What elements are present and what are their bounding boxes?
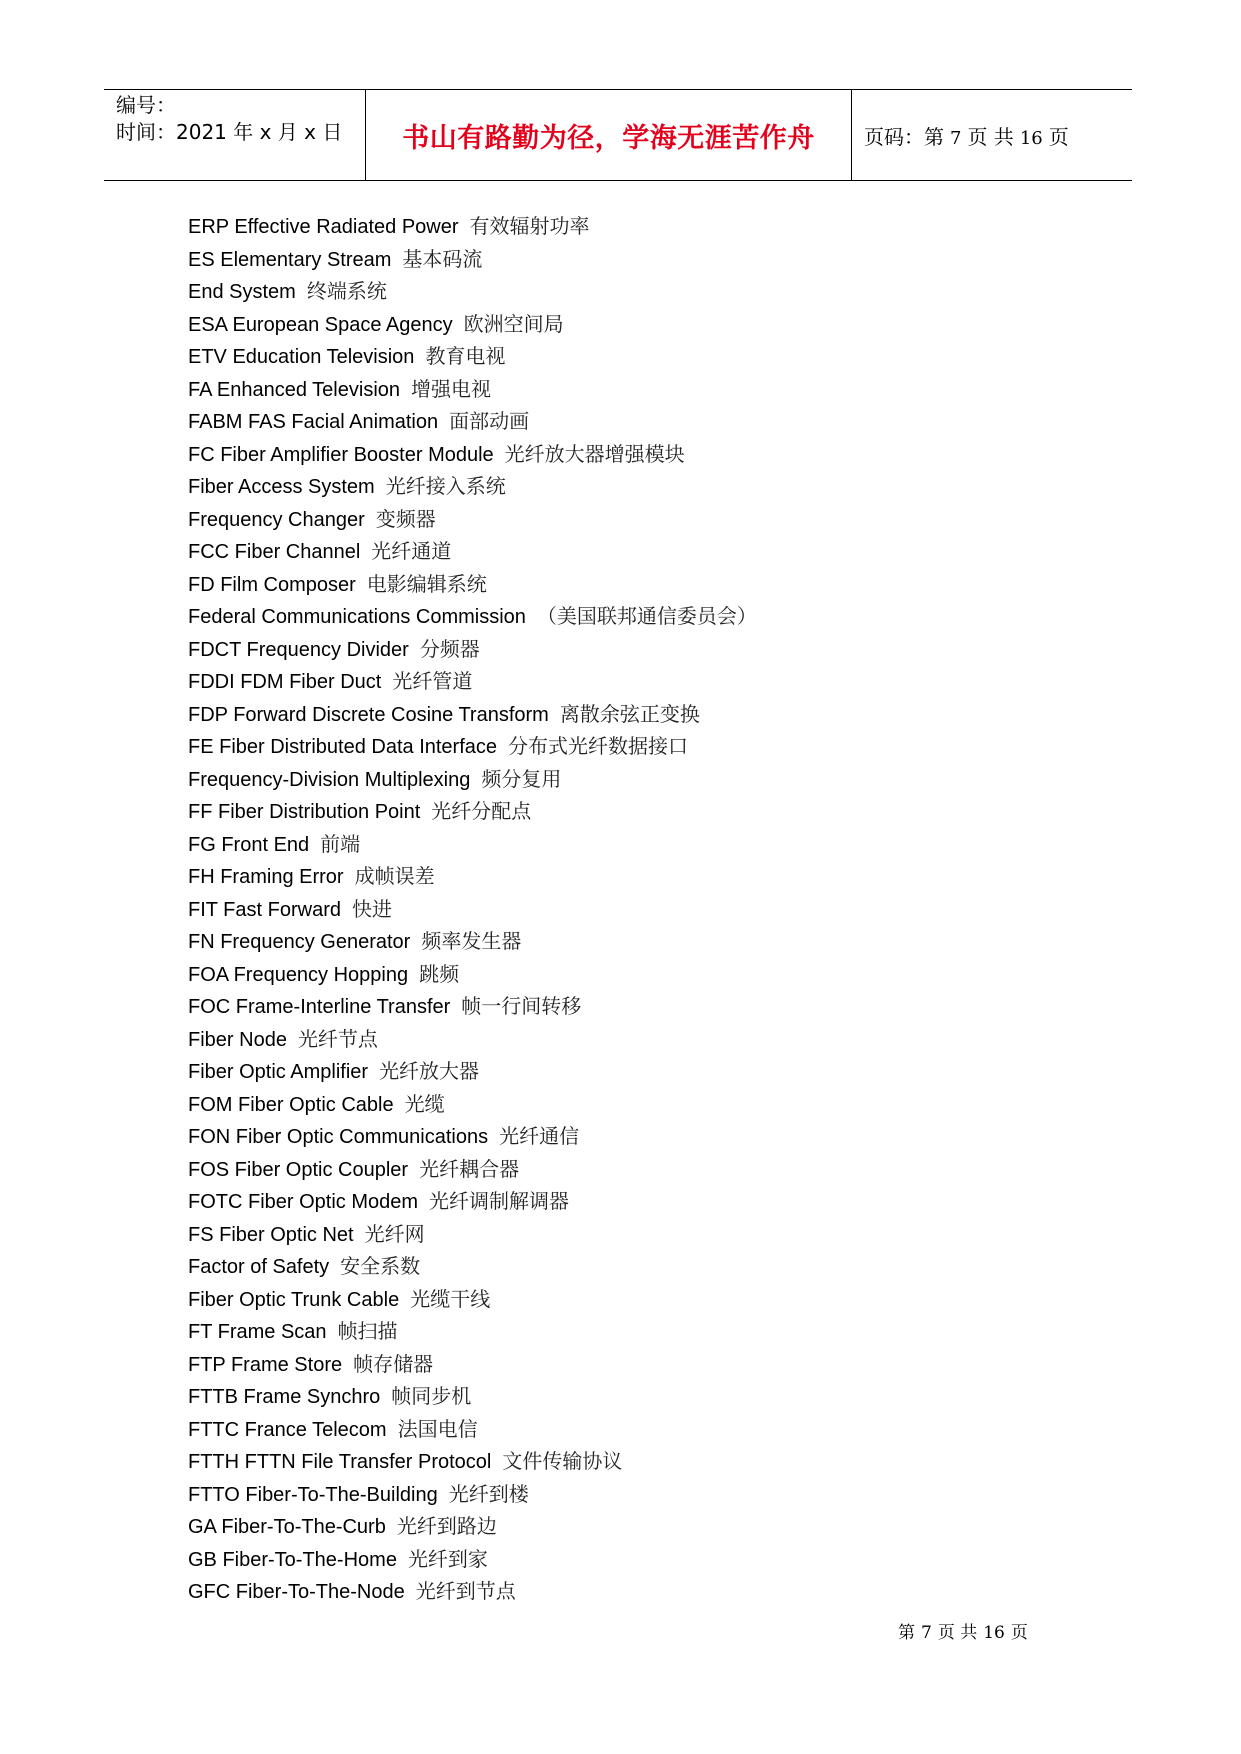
entry-translation: 跳频 (419, 961, 460, 986)
glossary-entry (188, 860, 757, 893)
entry-translation: 光纤放大器 (379, 1059, 480, 1083)
glossary-entry (188, 828, 757, 861)
entry-translation: 安全系数 (340, 1254, 421, 1278)
entry-term: FD Film Composer (188, 573, 356, 596)
entry-translation: 光纤节点 (297, 1026, 378, 1051)
glossary-entry (188, 1315, 757, 1348)
entry-term: ETV Education Television (188, 346, 415, 368)
entry-translation: 光纤放大器增强模块 (504, 441, 685, 466)
entry-term: Fiber Node (188, 1028, 287, 1051)
glossary-entry (188, 405, 757, 438)
glossary-entry (188, 438, 757, 471)
entry-translation: 增强电视 (411, 376, 492, 401)
entry-translation: 前端 (320, 831, 361, 856)
glossary-entry (188, 1120, 757, 1153)
entry-term: FDP Forward Discrete Cosine Transform (188, 703, 549, 726)
entry-translation: 成帧误差 (354, 864, 435, 888)
entry-term: FTTH FTTN File Transfer Protocol (188, 1451, 492, 1473)
glossary-entry (188, 1153, 757, 1186)
entry-term: Frequency Changer (188, 508, 365, 531)
entry-term: ESA European Space Agency (188, 313, 453, 336)
entry-term: FON Fiber Optic Communications (188, 1126, 489, 1148)
entry-translation: 分布式光纤数据接口 (508, 734, 689, 758)
entry-translation: 帧扫描 (337, 1319, 398, 1343)
entry-term: Federal Communications Commission (188, 606, 526, 628)
document-number-label: 编号： (116, 93, 176, 117)
entry-term: FN Frequency Generator (188, 931, 411, 953)
entry-term: FOC Frame-Interline Transfer (188, 996, 451, 1018)
entry-translation: 帧同步机 (391, 1384, 472, 1408)
entry-term: FTTC France Telecom (188, 1418, 387, 1441)
glossary-entry (188, 1543, 757, 1576)
entry-translation: 分频器 (419, 636, 480, 661)
entry-term: FIT Fast Forward (188, 898, 341, 921)
entry-translation: 光纤通信 (499, 1124, 580, 1148)
glossary-entry (188, 1348, 757, 1381)
entry-term: FT Frame Scan (188, 1321, 327, 1343)
entry-term: ERP Effective Radiated Power (188, 216, 459, 238)
glossary-entry (188, 795, 757, 828)
header-page-code (864, 121, 1069, 150)
entry-translation: 有效辐射功率 (469, 214, 590, 238)
page-code-mid: 页 共 (967, 124, 1014, 149)
entry-term: FA Enhanced Television (188, 378, 401, 401)
glossary-entry (188, 1055, 757, 1088)
glossary-entry (188, 600, 757, 633)
glossary-entry (188, 893, 757, 926)
glossary-entry (188, 730, 757, 763)
entry-translation: 电影编辑系统 (366, 571, 487, 596)
glossary-entry (188, 698, 757, 731)
entry-term: Fiber Access System (188, 476, 375, 498)
entry-term: FTP Frame Store (188, 1353, 343, 1376)
footer-total-pages: 16 (983, 1623, 1005, 1643)
page-header (104, 89, 1132, 181)
entry-translation: 光纤管道 (392, 669, 473, 693)
entry-translation: 光缆 (404, 1091, 445, 1116)
entry-term: FS Fiber Optic Net (188, 1223, 354, 1246)
entry-translation: 面部动画 (449, 409, 530, 433)
glossary-entry (188, 243, 757, 276)
page-code-end: 页 (1048, 124, 1069, 149)
entry-translation: 光缆干线 (410, 1286, 491, 1311)
glossary-entry (188, 275, 757, 308)
glossary-entry (188, 1478, 757, 1511)
glossary-entry (188, 958, 757, 991)
page-code-label: 页码：第 (864, 124, 944, 149)
page-code-number: 7 (950, 127, 962, 149)
entry-term: FOM Fiber Optic Cable (188, 1093, 394, 1116)
header-motto-cell (366, 90, 852, 180)
glossary-entry (188, 535, 757, 568)
entry-translation: 频分复用 (481, 766, 562, 791)
glossary-entry (188, 568, 757, 601)
entry-translation: 光纤分配点 (431, 799, 532, 823)
entry-translation: 帧存储器 (353, 1351, 434, 1376)
glossary-entry (188, 373, 757, 406)
entry-translation: 帧一行间转移 (461, 994, 582, 1018)
entry-translation: 基本码流 (402, 246, 483, 271)
entry-translation: 光纤耦合器 (419, 1156, 520, 1181)
glossary-entry (188, 210, 757, 243)
entry-term: GFC Fiber-To-The-Node (188, 1581, 405, 1603)
page-code-total: 16 (1019, 127, 1043, 149)
entry-term: GA Fiber-To-The-Curb (188, 1516, 386, 1538)
glossary-entry (188, 1283, 757, 1316)
entry-term: FE Fiber Distributed Data Interface (188, 736, 498, 758)
footer-page-number: 7 (921, 1623, 932, 1643)
entry-translation: 快进 (352, 896, 392, 921)
entry-term: FF Fiber Distribution Point (188, 801, 421, 823)
page-footer (898, 1618, 1034, 1643)
glossary-entry (188, 990, 757, 1023)
entry-translation: 欧洲空间局 (463, 311, 564, 336)
entry-term: FOA Frequency Hopping (188, 963, 409, 986)
glossary-entry (188, 1413, 757, 1446)
entry-term: FOTC Fiber Optic Modem (188, 1191, 419, 1213)
glossary-entry (188, 633, 757, 666)
entry-translation: 变频器 (375, 506, 436, 531)
footer-mid: 页 共 (937, 1623, 978, 1643)
entry-term: FDDI FDM Fiber Duct (188, 671, 382, 693)
entry-term: FABM FAS Facial Animation (188, 411, 439, 433)
entry-term: Fiber Optic Amplifier (188, 1061, 369, 1083)
glossary-entry (188, 308, 757, 341)
entry-term: End System (188, 281, 296, 303)
glossary-entry (188, 665, 757, 698)
glossary-entry (188, 1088, 757, 1121)
glossary-entry (188, 1380, 757, 1413)
entry-term: GB Fiber-To-The-Home (188, 1548, 397, 1571)
glossary-entry (188, 925, 757, 958)
entry-translation: （美国联邦通信委员会） (536, 604, 757, 628)
document-time-label: 时间：2021 年 x 月 x 日 (116, 120, 343, 144)
entry-term: FCC Fiber Channel (188, 541, 361, 563)
glossary-list (188, 210, 757, 1608)
glossary-entry (188, 470, 757, 503)
entry-translation: 光纤接入系统 (385, 474, 506, 498)
entry-translation: 光纤到节点 (415, 1579, 516, 1603)
entry-translation: 光纤到家 (407, 1546, 488, 1571)
entry-translation: 光纤调制解调器 (429, 1189, 570, 1213)
glossary-entry (188, 503, 757, 536)
entry-translation: 离散余弦正变换 (559, 701, 700, 726)
glossary-entry (188, 1575, 757, 1608)
entry-term: FDCT Frequency Divider (188, 638, 409, 661)
footer-suffix: 页 (1010, 1623, 1028, 1643)
entry-translation: 教育电视 (425, 344, 506, 368)
entry-term: FOS Fiber Optic Coupler (188, 1158, 409, 1181)
entry-translation: 法国电信 (397, 1416, 478, 1441)
entry-term: FC Fiber Amplifier Booster Module (188, 443, 494, 466)
entry-term: Fiber Optic Trunk Cable (188, 1288, 400, 1311)
footer-prefix: 第 (898, 1623, 915, 1643)
glossary-entry (188, 340, 757, 373)
entry-term: Factor of Safety (188, 1256, 330, 1278)
entry-term: FTTO Fiber-To-The-Building (188, 1483, 438, 1506)
header-page-cell (852, 90, 1132, 180)
glossary-entry (188, 1445, 757, 1478)
entry-translation: 频率发生器 (421, 929, 522, 953)
glossary-entry (188, 1250, 757, 1283)
header-motto: 书山有路勤为径，学海无涯苦作舟 (402, 122, 815, 154)
entry-term: FG Front End (188, 833, 310, 856)
entry-translation: 光纤网 (364, 1221, 425, 1246)
entry-translation: 光纤到路边 (396, 1514, 497, 1538)
entry-term: Frequency-Division Multiplexing (188, 768, 471, 791)
glossary-entry (188, 1185, 757, 1218)
glossary-entry (188, 1023, 757, 1056)
entry-translation: 文件传输协议 (502, 1449, 623, 1473)
entry-translation: 光纤到楼 (448, 1481, 529, 1506)
entry-translation: 光纤通道 (371, 539, 452, 563)
entry-term: FTTB Frame Synchro (188, 1386, 381, 1408)
entry-term: FH Framing Error (188, 866, 344, 888)
glossary-entry (188, 1510, 757, 1543)
glossary-entry (188, 763, 757, 796)
glossary-entry (188, 1218, 757, 1251)
entry-translation: 终端系统 (306, 279, 387, 303)
entry-term: ES Elementary Stream (188, 248, 392, 271)
header-info-cell (104, 90, 366, 180)
